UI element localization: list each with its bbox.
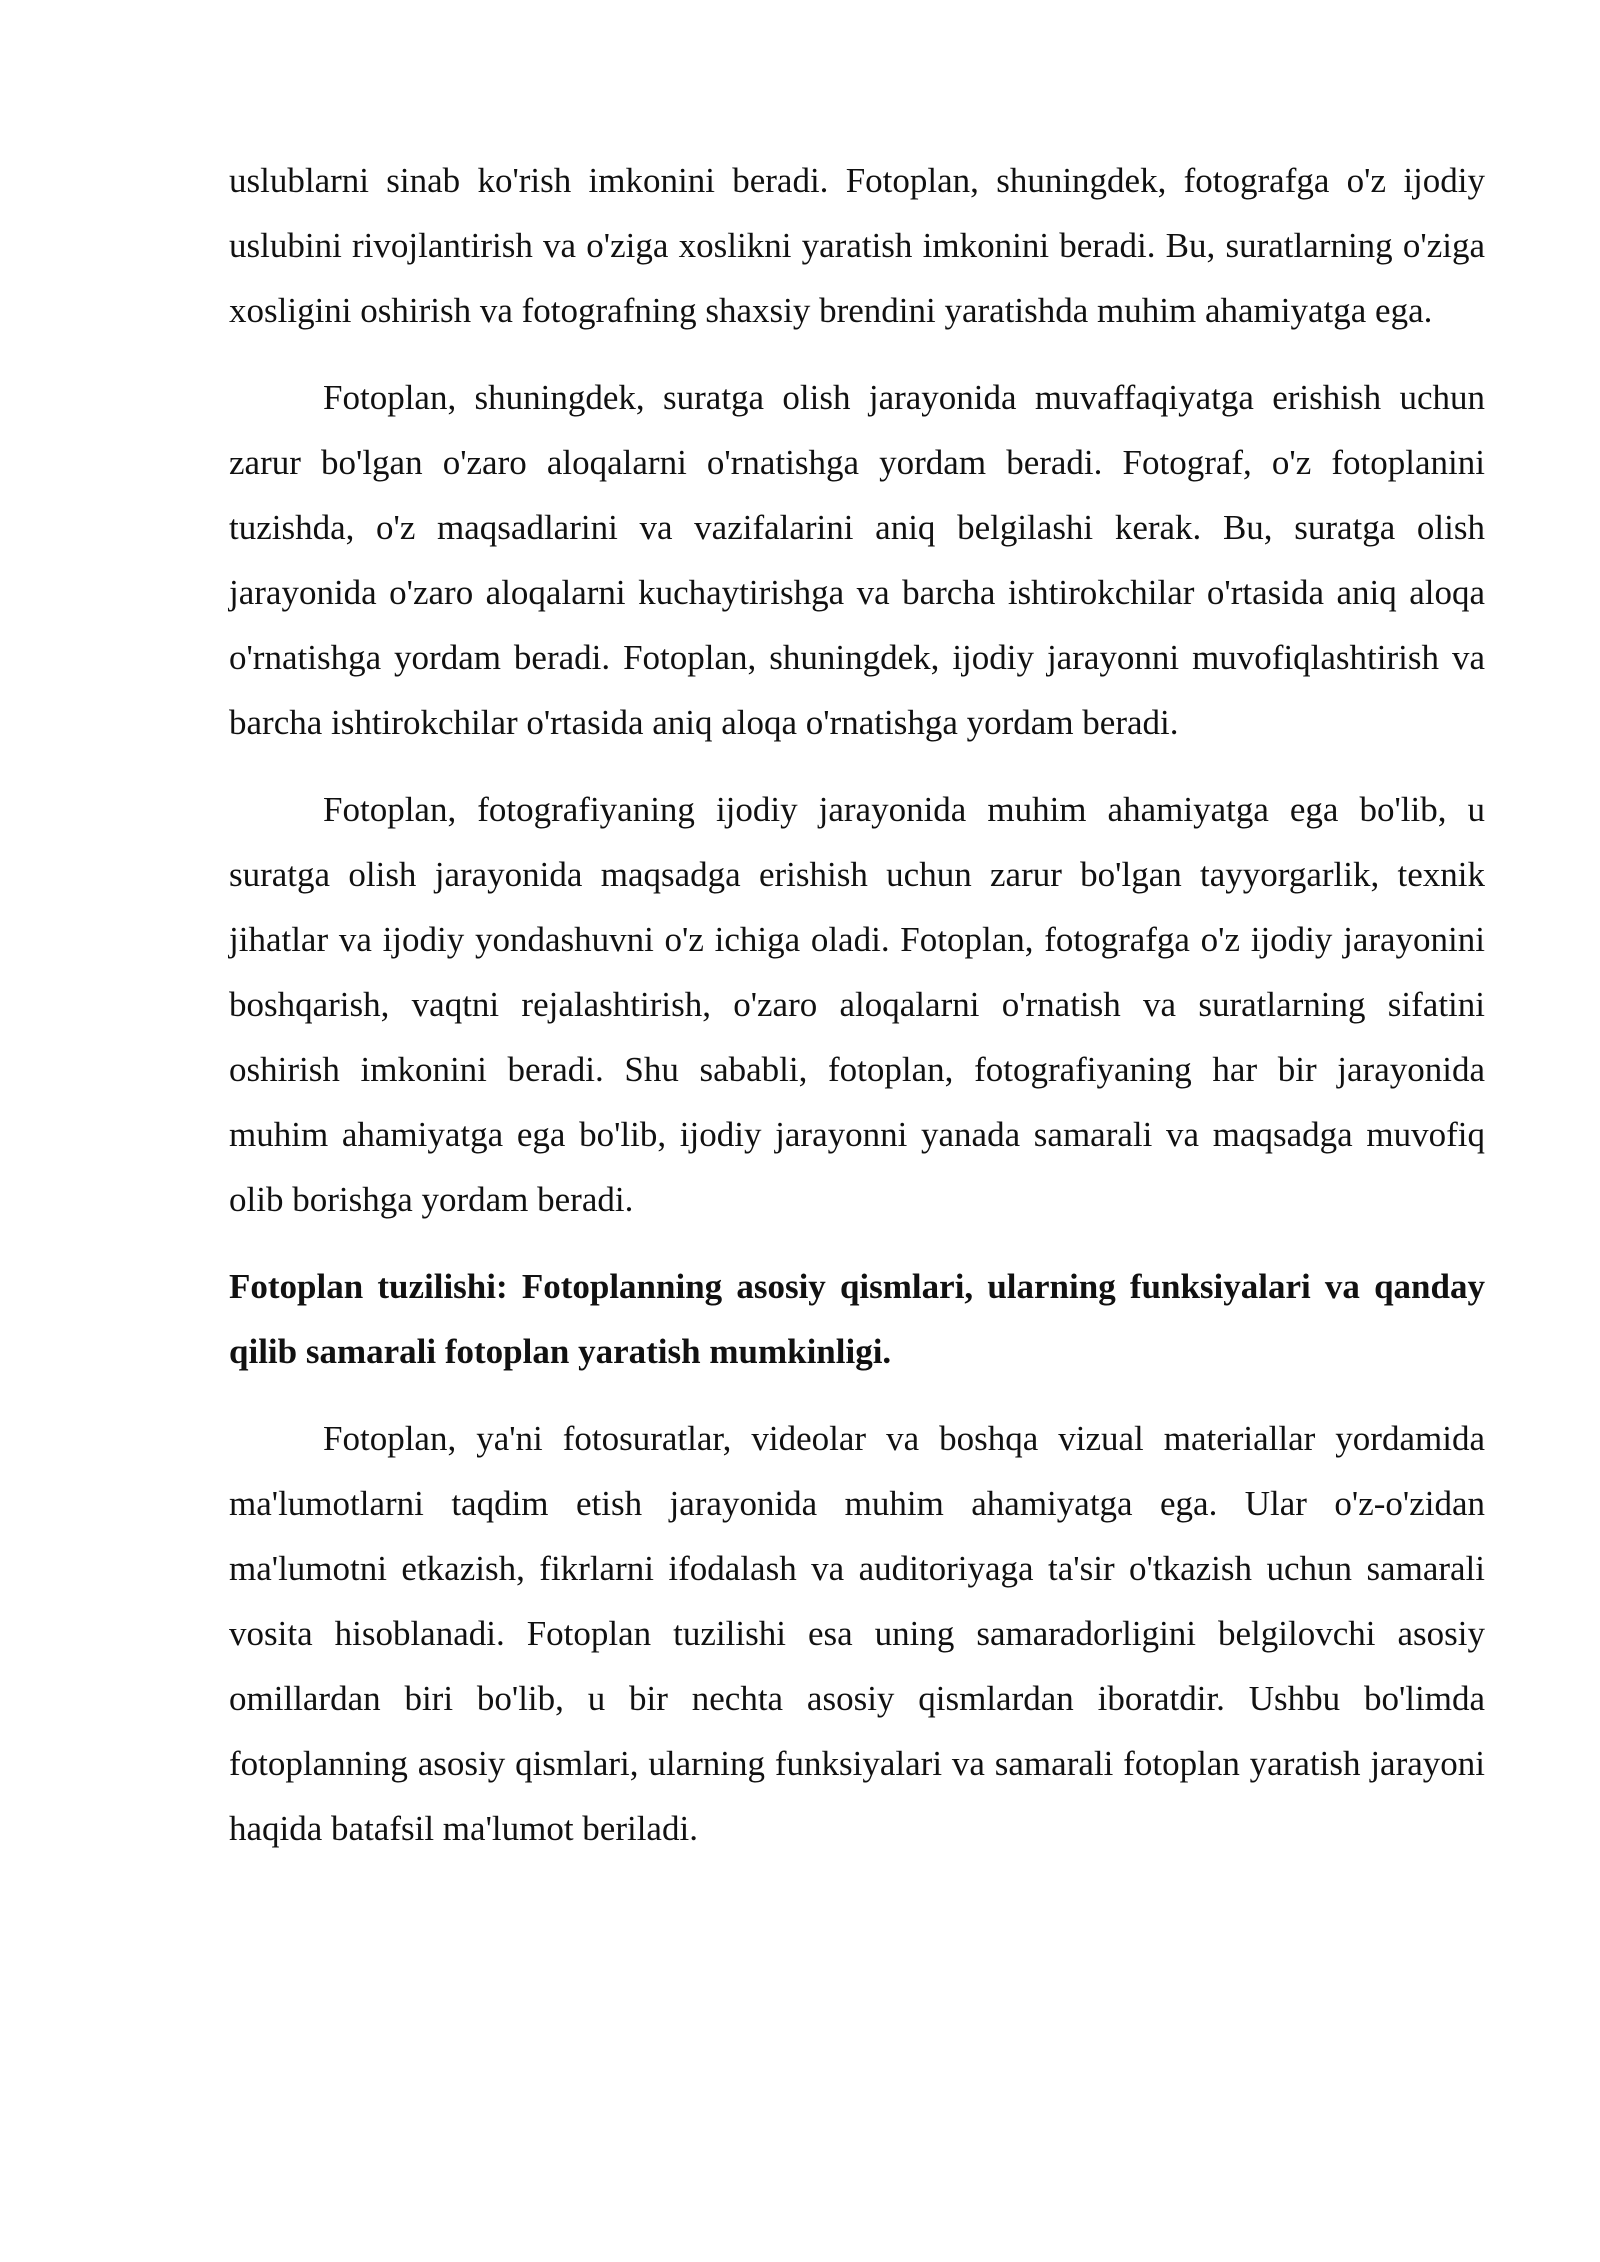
paragraph: Fotoplan, fotografiyaning ijodiy jarayonida muhim ahamiyatga ega bo'lib, u suratga olish jarayonida maqsadga erishish uchun zarur bo'lgan tayyorgarlik, texnik jihatlar va ijodiy yondashuvni o'z ichiga oladi. Fotoplan, fotografga o'z ijodiy jarayonini boshqarish, vaqtni rejalashtirish, o'zaro aloqalarni o'rnatish va suratlarning sifatini oshirish imkonini beradi. Shu sababli, fotoplan, fotografiyaning har bir jarayonida muhim ahamiyatga ega bo'lib, ijodiy jarayonni yanada samarali va maqsadga muvofiq olib borishga yordam beradi. [229,790,1485,1219]
paragraph-continuation: uslublarni sinab ko'rish imkonini beradi. Fotoplan, shuningdek, fotografga o'z ijodiy uslubini rivojlantirish va o'ziga xoslikni yaratish imkonini beradi. Bu, suratlarning o'ziga xosligini oshirish va fotografning shaxsiy brendini yaratishda muhim ahamiyatga ega. [229,161,1485,330]
paragraph: Fotoplan, ya'ni fotosuratlar, videolar va boshqa vizual materiallar yordamida ma'lumotlarni taqdim etish jarayonida muhim ahamiyatga ega. Ular o'z-o'zidan ma'lumotni etkazish, fikrlarni ifodalash va auditoriyaga ta'sir o'tkazish uchun samarali vosita hisoblanadi. Fotoplan tuzilishi esa uning samaradorligini belgilovchi asosiy omillardan biri bo'lib, u bir nechta asosiy qismlardan iboratdir. Ushbu bo'limda fotoplanning asosiy qismlari, ularning funksiyalari va samarali fotoplan yaratish jarayoni haqida batafsil ma'lumot beriladi. [229,1419,1485,1848]
document-body [229,148,1485,1883]
section-heading: Fotoplan tuzilishi: Fotoplanning asosiy qismlari, ularning funksiyalari va qanday qilib samarali fotoplan yaratish mumkinligi. [229,1267,1485,1371]
paragraph: Fotoplan, shuningdek, suratga olish jarayonida muvaffaqiyatga erishish uchun zarur bo'lgan o'zaro aloqalarni o'rnatishga yordam beradi. Fotograf, o'z fotoplanini tuzishda, o'z maqsadlarini va vazifalarini aniq belgilashi kerak. Bu, suratga olish jarayonida o'zaro aloqalarni kuchaytirishga va barcha ishtirokchilar o'rtasida aniq aloqa o'rnatishga yordam beradi. Fotoplan, shuningdek, ijodiy jarayonni muvofiqlashtirish va barcha ishtirokchilar o'rtasida aniq aloqa o'rnatishga yordam beradi. [229,378,1485,742]
